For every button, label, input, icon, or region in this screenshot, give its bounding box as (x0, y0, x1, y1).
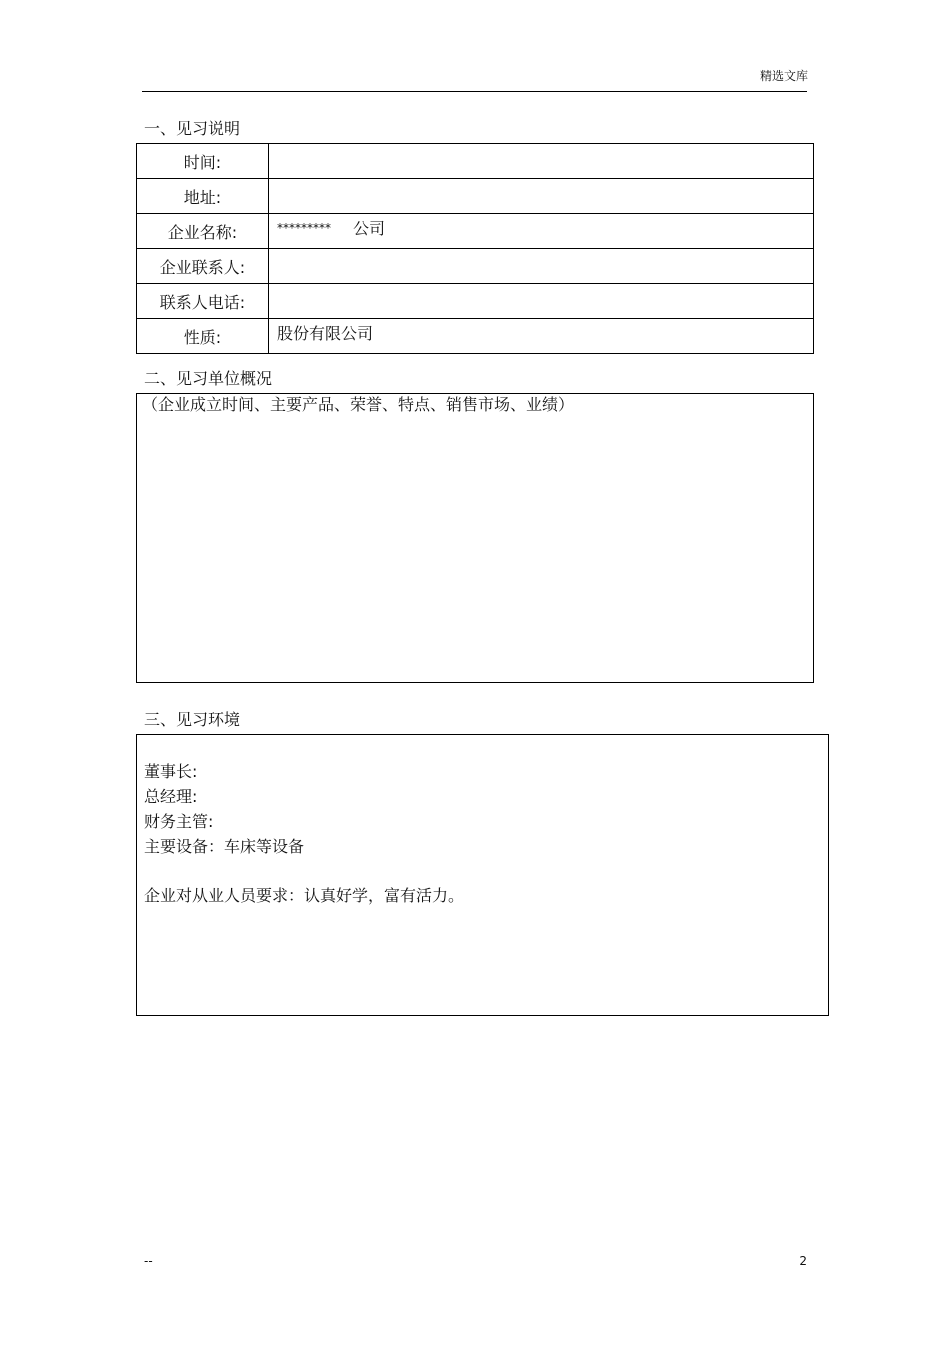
finance-head-line: 财务主管: (144, 812, 214, 831)
time-label: 时间: (137, 144, 269, 179)
contact-phone-label: 联系人电话: (137, 284, 269, 319)
company-name-suffix: 公司 (353, 219, 386, 238)
address-value (269, 179, 814, 214)
company-overview-hint: （企业成立时间、主要产品、荣誉、特点、销售市场、业绩） (142, 395, 575, 414)
requirements-line: 企业对从业人员要求：认真好学，富有活力。 (144, 886, 465, 905)
time-value (269, 144, 814, 179)
nature-value: 股份有限公司 (269, 319, 814, 354)
company-name-value (269, 214, 814, 249)
internship-info-table (136, 143, 814, 354)
environment-box (136, 734, 829, 1016)
table-row-address (137, 179, 814, 214)
company-name-label: 企业名称: (137, 214, 269, 249)
footer-dashes: -- (144, 1254, 153, 1268)
contact-person-label: 企业联系人: (137, 249, 269, 284)
section-title-internship-info: 一、见习说明 (144, 119, 241, 138)
table-row-contact-phone (137, 284, 814, 319)
nature-label: 性质: (137, 319, 269, 354)
table-row-company-name (137, 214, 814, 249)
table-row-nature (137, 319, 814, 354)
contact-person-value (269, 249, 814, 284)
company-name-masked: ********* (277, 221, 331, 235)
company-overview-box (136, 393, 814, 683)
contact-phone-value (269, 284, 814, 319)
table-row-time (137, 144, 814, 179)
chairman-line: 董事长: (144, 762, 198, 781)
address-label: 地址: (137, 179, 269, 214)
table-row-contact-person (137, 249, 814, 284)
equipment-line: 主要设备：车床等设备 (144, 837, 305, 856)
header-library-label: 精选文库 (759, 69, 808, 83)
section-title-environment: 三、见习环境 (144, 710, 241, 729)
header-divider (142, 91, 807, 92)
section-title-company-overview: 二、见习单位概况 (144, 369, 273, 388)
page-number: 2 (799, 1254, 807, 1268)
general-manager-line: 总经理: (144, 787, 198, 806)
